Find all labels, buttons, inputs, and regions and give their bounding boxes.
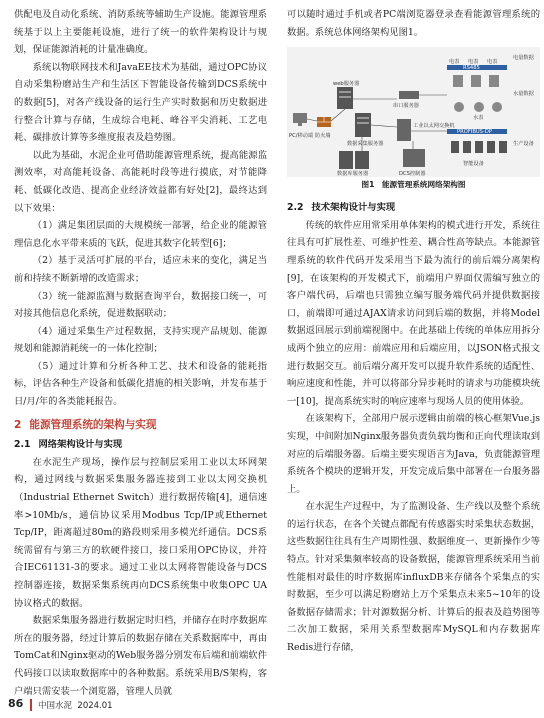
dcs-controller-label: DCS控制器	[399, 171, 426, 178]
paragraph: 供配电及自动化系统、消防系统等辅助生产设施。能源管理系统基于以上主要能耗设施，进行了统一的软件架构设计与规划，保证能源消耗的计量准确度。	[14, 9, 267, 56]
paragraph: 在该架构下，全部用户展示逻辑由前端的核心框架Vue.js实现，中间附加Nginx服务器负责负载均衡和正向代理读取到对应的后端服务器。后端主要实现语言为Java，负责能源管理系统各个模块的逻辑开发，开发完成后集中部署在一台服务器上。	[287, 413, 540, 495]
right-column	[287, 6, 540, 657]
industrial-switch-icon	[397, 119, 411, 141]
network-architecture-figure	[287, 47, 540, 177]
electric-meter-icon	[489, 75, 499, 87]
page-footer	[0, 694, 544, 718]
subsection-title: 网络架构设计与实现	[38, 439, 123, 451]
paragraph: 可以随时通过手机或者PC端浏览器登录查看能源管理系统的数据。系统总体网络架构见图1。	[287, 9, 540, 38]
journal-name	[38, 699, 113, 711]
electric-data-label: 电量数据	[513, 55, 534, 62]
section-title: 能源管理系统的架构与实现	[29, 418, 157, 431]
journal-issue: 2024.01	[77, 701, 113, 711]
subsection-number: 2.2	[287, 202, 304, 214]
figure-caption: 图1 能源管理系统网络架构图	[361, 180, 466, 190]
section-heading	[14, 417, 267, 435]
serial-server-icon	[399, 91, 419, 99]
paragraph: 传统的软件应用常采用单体架构的模式进行开发，系统往往具有可扩展性差、可维护性差、耦合性高等缺点。本能源管理系统的软件代码开发采用当下最为流行的前后端分离架构[9]，在该架构的开发模式下，前端用户界面仅需编写独立的客户端代码，后端也只需独立编写服务端代码并提供数据接口，前端即可通过AJAX请求访问到后端的数据，并将Model数据返回展示到前端视图中。在此基础上传统的单体应用拆分成两个独立的应用：前端应用和后端应用，以JSON格式报文进行数据交互。前后端分离开发可以提升软件系统的适配性、响应速度和性能，并可以将部分异步耗时的请求与功能模块统一[10]，提高系统实时的响应速率与现场人员的使用体验。	[287, 219, 540, 407]
water-meter-icon	[454, 102, 502, 112]
web-server-label: web服务器	[333, 81, 360, 88]
water-meter-label: 水表	[473, 115, 484, 122]
web-server-icon	[337, 87, 353, 109]
data-collection-server-label: 数据采集服务器	[347, 141, 384, 148]
left-column	[14, 6, 267, 700]
subsection-heading	[287, 199, 540, 217]
footer-divider	[30, 699, 32, 711]
paragraph: 数据采集服务器进行数据定时归档，并储存在时序数据库所在的服务器，经过计算后的数据存储在关系数据库中，再由TomCat和Nginx驱动的Web服务器分别发布后端和前端软件代码接口以读取数据库中的各种数据。系统采用B/S架构，客户端只需安装一个浏览器，管理人员就	[14, 615, 267, 697]
serial-server-label: 串口服务器	[393, 103, 419, 110]
paragraph: 在水泥生产过程中，为了监测设备、生产线以及整个系统的运行状态，在各个关键点都配有传感器实时采集状态数据，这些数据往往具有生产周期性强、数据维度一、更新操作少等特点。针对采集频率较高的设备数据，能源管理系统采用当前性能相对最佳的时序数据库influxDB来存储各个采集点的实时数据，至少可以满足粉磨站上万个采集点未来5~10年的设备数据存储需求；针对源数据分析、计算后的报表及趋势图等二次加工数据，采用关系型数据库MySQL和内存数据库Redis进行存储，	[287, 501, 540, 654]
pc-mobile-label: PC/移动端	[289, 133, 314, 140]
industrial-switch-label: 工业以太网交换机	[413, 123, 455, 130]
smart-device-label: 智能设备	[463, 161, 484, 168]
database-server-label: 数据库服务器	[337, 171, 369, 178]
subsection-number: 2.1	[14, 439, 31, 451]
dcs-controller-icon	[403, 149, 425, 167]
data-collection-server-icon	[355, 113, 371, 137]
firewall-icon	[317, 117, 331, 127]
paragraph: 在水泥生产现场，操作层与控制层采用工业以太环网架构，通过网线与数据采集服务器连接到工业以太网交换机（Industrial Ethernet Switch）进行数据传输[4]，通信速率>10Mb/s，通信协议采用Modbus Tcp/IP或Ethernet Tcp/IP，距离超过80m的路段则采用多模光纤通信。DCS系统需留有与第三方的软硬件接口，接口采用OPC协议，并符合IEC61131-3的要求。通过工业以太网将智能设备与DCS控制器连接，数据采集系统再向DCS系统集中收集OPC UA协议格式的数据。	[14, 456, 267, 609]
network-diagram	[287, 47, 540, 177]
list-item: （5）通过计算和分析各种工艺、技术和设备的能耗指标，评估各种生产设备和低碳化措施的相关影响，并发布基于日/月/年的各类能耗报告。	[14, 360, 267, 408]
journal-title: 中国水泥	[38, 701, 73, 711]
production-equipment-label: 生产设备	[513, 141, 534, 148]
meter-label: 电表	[449, 59, 460, 66]
list-item: （3）统一能源监测与数据查询平台，数据接口统一，可对接其他信息化系统，促进数据联动；	[14, 290, 267, 320]
list-item: （4）通过采集生产过程数据，支持实现产品规划、能源规划和能源消耗统一的一体化控制；	[14, 325, 267, 355]
electric-meter-icon	[471, 75, 481, 87]
subsection-heading	[14, 436, 267, 454]
meter-label: 电表	[468, 59, 479, 66]
section-number: 2	[14, 418, 22, 431]
meter-label: 电表	[487, 59, 498, 66]
paragraph: 系统以物联网技术和JavaEE技术为基础，通过OPC协议自动采集粉磨站生产和生活区下智能设备传输到DCS系统中的数据[5]，对各产线设备的运行生产实时数据和历史数据进行整合计算与存储，生成综合电耗、峰谷平尖消耗、工艺电耗、碳排放计算等多维度报表及趋势图。	[14, 61, 267, 144]
profibus-bus-label: PROFIBUS-DP	[457, 129, 492, 136]
rs485-bus-label: RS485	[463, 65, 480, 72]
firewall-label: 防火墙	[315, 133, 331, 140]
electric-meter-icon	[453, 75, 463, 87]
list-item: （2）基于灵活可扩展的平台，适应未来的变化，满足当前和持续不断新增的改造需求；	[14, 255, 267, 284]
paragraph: 以此为基础，水泥企业可借助能源管理系统，提高能源监测效率，对高能耗设备、高能耗时段等进行摸底，对节能降耗、低碳化改造、提高企业经济效益都有好处[2]，最终达到以下效果：	[14, 149, 267, 214]
page-number: 86	[8, 697, 24, 710]
water-data-label: 水量数据	[513, 91, 534, 98]
list-item: （1）满足集团层面的大规模统一部署，给企业的能源管理信息化水平带来质的飞跃，促进其数字化转型[6]；	[14, 220, 267, 249]
subsection-title: 技术架构设计与实现	[311, 202, 396, 214]
